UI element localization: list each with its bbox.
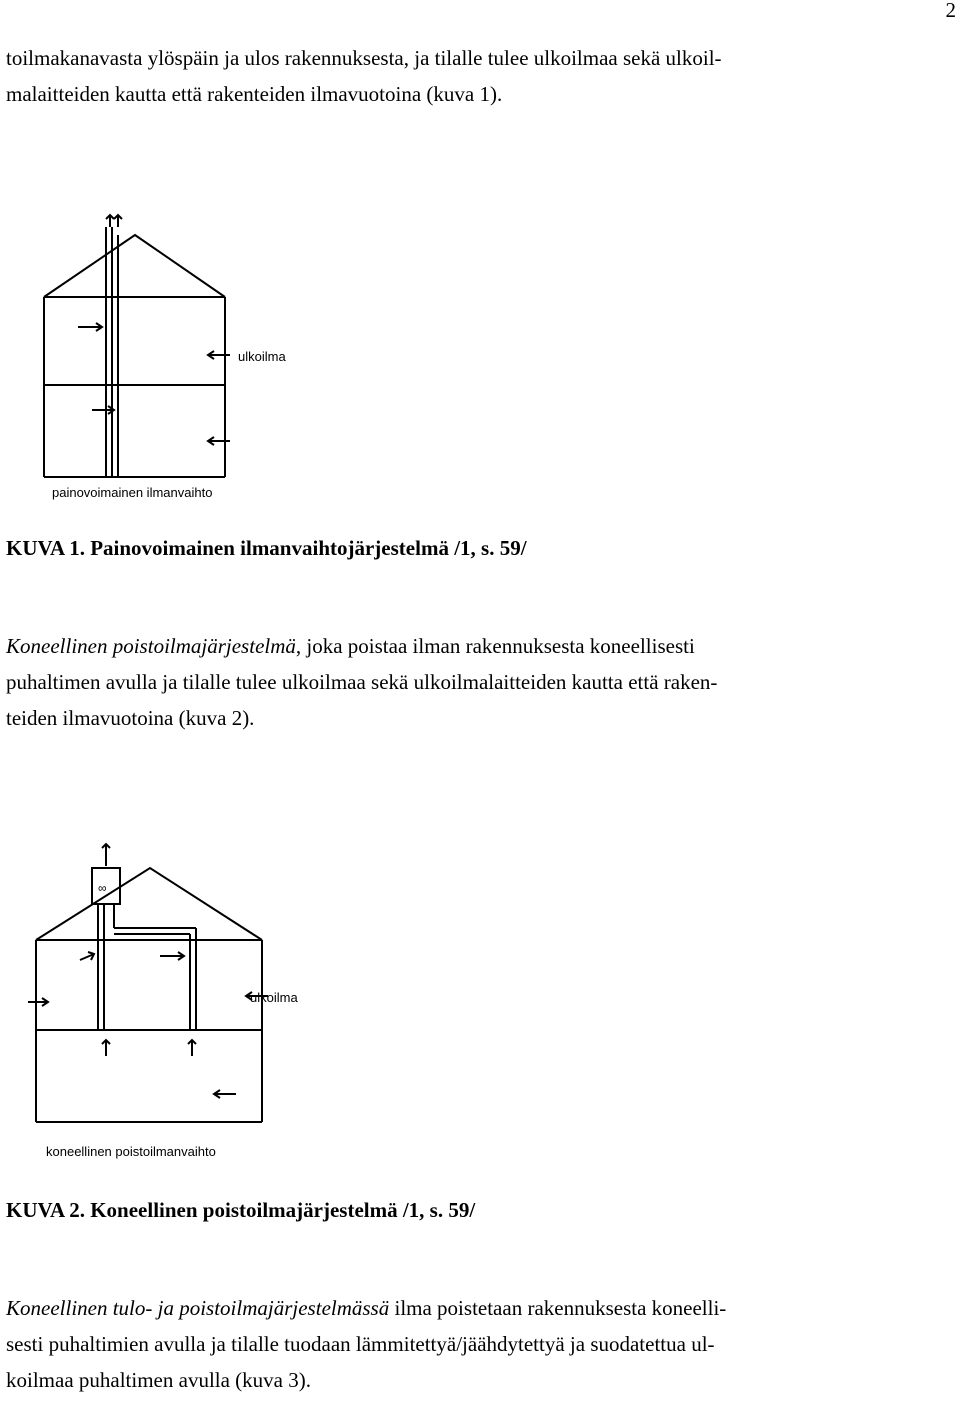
page-number: 2 bbox=[945, 0, 956, 22]
paragraph-3-line-1 bbox=[6, 1290, 958, 1326]
paragraph-3-line-2: sesti puhaltimien avulla ja tilalle tuodaan lämmitettyä/jäähdytettyä ja suodatettua ul- bbox=[6, 1332, 715, 1356]
paragraph-2 bbox=[6, 628, 958, 736]
figure-2-label-caption: koneellinen poistoilmanvaihto bbox=[46, 1144, 216, 1159]
svg-text:∞: ∞ bbox=[98, 881, 107, 895]
paragraph-2-line-1 bbox=[6, 628, 958, 664]
paragraph-1 bbox=[6, 40, 958, 112]
paragraph-3-line-1-rest: ilma poistetaan rakennuksesta koneelli- bbox=[389, 1296, 727, 1320]
figure-2-label-outdoor: ulkoilma bbox=[250, 990, 298, 1005]
paragraph-3-term: Koneellinen tulo- ja poistoilmajärjestelmässä bbox=[6, 1296, 390, 1320]
paragraph-1-line-1: toilmakanavasta ylöspäin ja ulos rakennuksesta, ja tilalle tulee ulkoilmaa sekä ulkoil- bbox=[6, 46, 722, 70]
paragraph-2-term: Koneellinen poistoilmajärjestelmä bbox=[6, 634, 296, 658]
paragraph-3 bbox=[6, 1290, 958, 1398]
figure-2-diagram bbox=[0, 830, 330, 1170]
figure-1-label-outdoor: ulkoilma bbox=[238, 349, 286, 364]
paragraph-2-line-3: teiden ilmavuotoina (kuva 2). bbox=[6, 706, 255, 730]
paragraph-2-line-1-rest: , joka poistaa ilman rakennuksesta koneellisesti bbox=[295, 634, 695, 658]
figure-1-label-caption: painovoimainen ilmanvaihto bbox=[52, 485, 213, 500]
paragraph-2-line-2: puhaltimen avulla ja tilalle tulee ulkoilmaa sekä ulkoilmalaitteiden kautta että raken- bbox=[6, 670, 718, 694]
paragraph-1-line-2: malaitteiden kautta että rakenteiden ilmavuotoina (kuva 1). bbox=[6, 82, 503, 106]
figure-2-caption: KUVA 2. Koneellinen poistoilmajärjestelmä /1, s. 59/ bbox=[6, 1198, 476, 1222]
figure-1-diagram bbox=[0, 205, 320, 505]
paragraph-3-line-3: koilmaa puhaltimen avulla (kuva 3). bbox=[6, 1368, 311, 1392]
figure-1-caption: KUVA 1. Painovoimainen ilmanvaihtojärjestelmä /1, s. 59/ bbox=[6, 536, 527, 560]
